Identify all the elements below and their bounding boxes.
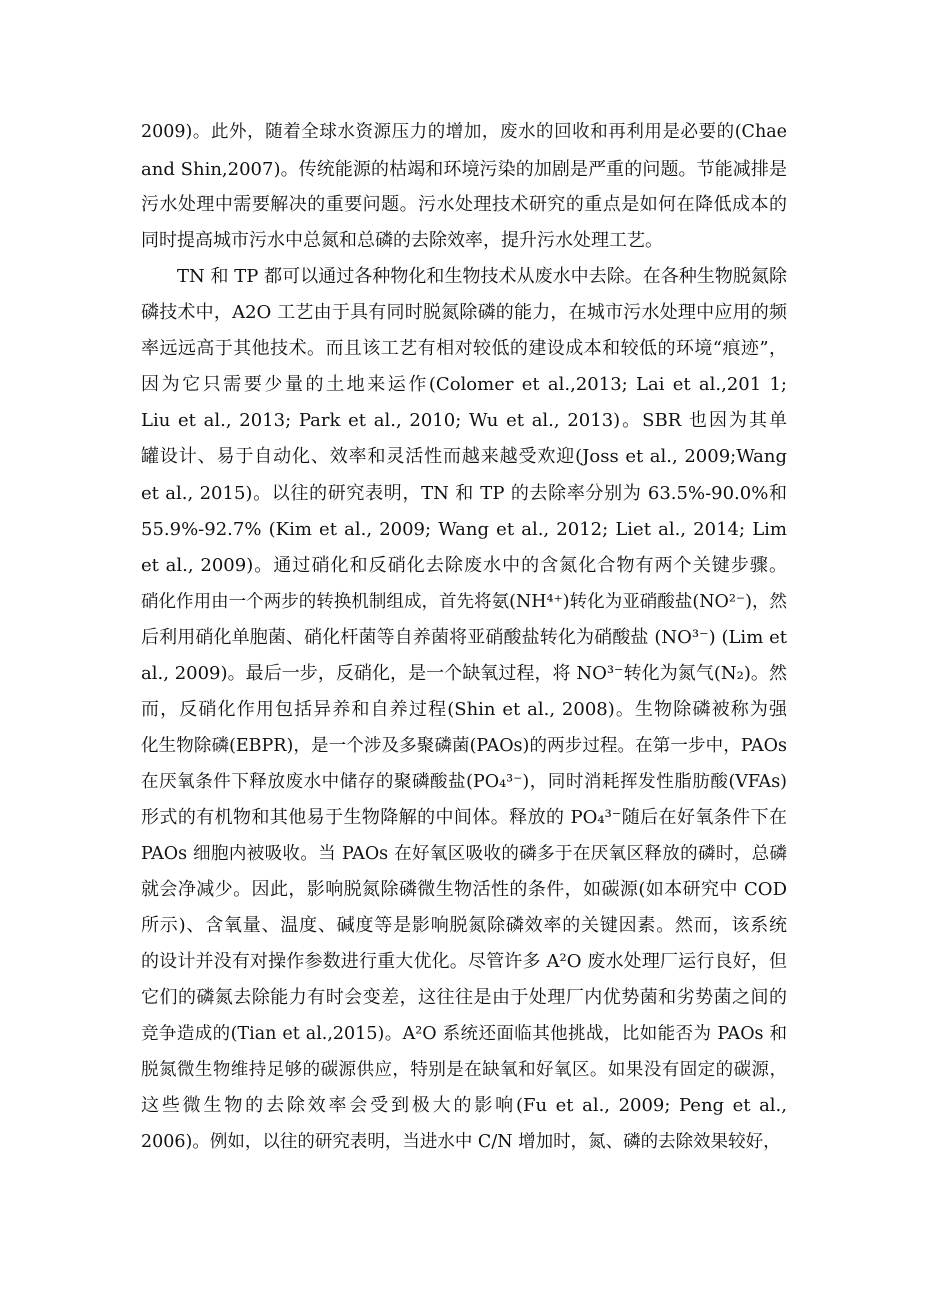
text-line: 因为它只需要少量的土地来运作(Colomer et al.,2013; Lai et al.,201 1; xyxy=(141,374,787,395)
text-line: al., 2009)。最后一步，反硝化，是一个缺氧过程，将 NO³⁻转化为氮气(N₂)。然 xyxy=(141,663,787,684)
text-line: PAOs 细胞内被吸收。当 PAOs 在好氧区吸收的磷多于在厌氧区释放的磷时，总磷 xyxy=(141,844,787,864)
text-line: 就会净减少。因此，影响脱氮除磷微生物活性的条件，如碳源(如本研究中 COD xyxy=(141,879,787,900)
text-line: et al., 2015)。以往的研究表明，TN 和 TP 的去除率分别为 63.5%-90.0%和 xyxy=(141,483,787,504)
text-line: 磷技术中，A2O 工艺由于具有同时脱氮除磷的能力，在城市污水处理中应用的频 xyxy=(141,302,787,323)
text-line: 化生物除磷(EBPR)，是一个涉及多聚磷菌(PAOs)的两步过程。在第一步中，PAOs xyxy=(141,736,787,756)
text-line: 它们的磷氮去除能力有时会变差，这往往是由于处理厂内优势菌和劣势菌之间的 xyxy=(141,987,787,1008)
text-line: and Shin,2007)。传统能源的枯竭和环境污染的加剧是严重的问题。节能减排是 xyxy=(141,159,787,180)
text-line: 而，反硝化作用包括异养和自养过程(Shin et al., 2008)。生物除磷被称为强 xyxy=(141,699,787,720)
text-line: 2009)。此外，随着全球水资源压力的增加，废水的回收和再利用是必要的(Chae xyxy=(141,122,787,142)
text-line: 硝化作用由一个两步的转换机制组成，首先将氨(NH⁴⁺)转化为亚硝酸盐(NO²⁻)，然 xyxy=(141,592,787,612)
text-line: 罐设计、易于自动化、效率和灵活性而越来越受欢迎(Joss et al., 2009;Wang xyxy=(141,446,787,467)
text-line: 2006)。例如，以往的研究表明，当进水中 C/N 增加时，氮、磷的去除效果较好， xyxy=(141,1132,781,1152)
text-line: 的设计并没有对操作参数进行重大优化。尽管许多 A²O 废水处理厂运行良好，但 xyxy=(141,951,787,972)
text-line: 污水处理中需要解决的重要问题。污水处理技术研究的重点是如何在降低成本的 xyxy=(141,194,787,215)
text-line: 在厌氧条件下释放废水中储存的聚磷酸盐(PO₄³⁻)，同时消耗挥发性脂肪酸(VFAs) xyxy=(141,772,787,792)
text-line: 竞争造成的(Tian et al.,2015)。A²O 系统还面临其他挑战，比如能否为 PAOs 和 xyxy=(141,1024,787,1044)
text-line: 后利用硝化单胞菌、硝化杆菌等自养菌将亚硝酸盐转化为硝酸盐 (NO³⁻) (Lim et xyxy=(141,627,787,648)
text-line: et al., 2009)。通过硝化和反硝化去除废水中的含氮化合物有两个关键步骤。 xyxy=(141,555,787,576)
text-line: 形式的有机物和其他易于生物降解的中间体。释放的 PO₄³⁻随后在好氧条件下在 xyxy=(141,807,787,828)
text-line: Liu et al., 2013; Park et al., 2010; Wu et al., 2013)。SBR 也因为其单 xyxy=(141,410,787,431)
text-line: 同时提高城市污水中总氮和总磷的去除效率，提升污水处理工艺。 xyxy=(141,230,663,251)
text-line: 所示)、含氧量、温度、碱度等是影响脱氮除磷效率的关键因素。然而，该系统 xyxy=(141,915,787,936)
text-line: 55.9%-92.7% (Kim et al., 2009; Wang et al., 2012; Liet al., 2014; Lim xyxy=(141,519,787,540)
text-line: 率远远高于其他技术。而且该工艺有相对较低的建设成本和较低的环境“痕迹”， xyxy=(141,338,787,359)
text-line: 这些微生物的去除效率会受到极大的影响(Fu et al., 2009; Peng et al., xyxy=(141,1095,787,1116)
paragraph-first-line: TN 和 TP 都可以通过各种物化和生物技术从废水中去除。在各种生物脱氮除 xyxy=(177,266,787,287)
text-line: 脱氮微生物维持足够的碳源供应，特别是在缺氧和好氧区。如果没有固定的碳源， xyxy=(141,1060,787,1080)
